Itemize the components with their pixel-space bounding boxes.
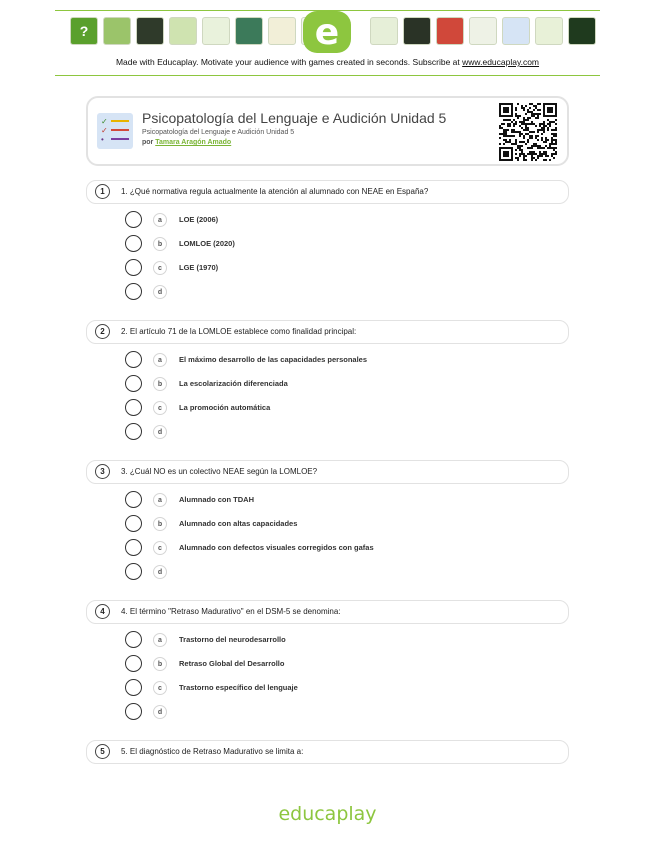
footer-brand-logo: educaplay <box>278 803 377 825</box>
option-letter-badge: c <box>153 541 167 555</box>
question-number-badge: 4 <box>95 604 110 619</box>
option-text: Alumnado con TDAH <box>179 495 254 504</box>
question-text: 3. ¿Cuál NO es un colectivo NEAE según la LOMLOE? <box>121 467 318 476</box>
answer-option[interactable] <box>125 283 545 303</box>
option-letter-badge: d <box>153 285 167 299</box>
dialogue-icon[interactable] <box>169 17 197 45</box>
answer-option[interactable] <box>125 423 545 443</box>
matching-icon[interactable] <box>436 17 464 45</box>
option-text: LGE (1970) <box>179 263 219 272</box>
option-text: La escolarización diferenciada <box>179 379 288 388</box>
answer-radio[interactable] <box>125 703 142 720</box>
option-letter-badge: a <box>153 633 167 647</box>
option-letter-badge: d <box>153 565 167 579</box>
question-number-badge: 5 <box>95 744 110 759</box>
author-link[interactable]: Tamara Aragón Amado <box>155 139 232 146</box>
qr-code-icon <box>499 103 557 161</box>
answer-option[interactable] <box>125 655 545 675</box>
educaplay-logo-icon[interactable]: e <box>303 11 351 53</box>
answer-radio[interactable] <box>125 211 142 228</box>
option-letter-badge: c <box>153 401 167 415</box>
wordsearch-icon[interactable] <box>268 17 296 45</box>
answer-radio[interactable] <box>125 283 142 300</box>
promo-text: Made with Educaplay. Motivate your audience with games created in seconds. Subscribe at <box>115 57 460 67</box>
option-text: Trastorno del neurodesarrollo <box>179 635 286 644</box>
question-header <box>86 180 569 204</box>
question-number-badge: 3 <box>95 464 110 479</box>
question-number-badge: 1 <box>95 184 110 199</box>
banner-bottom-rule <box>55 75 600 76</box>
promo-line <box>0 57 655 67</box>
answer-radio[interactable] <box>125 563 142 580</box>
answer-radio[interactable] <box>125 491 142 508</box>
option-letter-badge: b <box>153 377 167 391</box>
promo-link[interactable]: www.educaplay.com <box>462 57 540 67</box>
answer-option[interactable] <box>125 235 545 255</box>
page-title: Psicopatología del Lenguaje e Audición Unidad 5 <box>142 110 447 126</box>
answer-option[interactable] <box>125 491 545 511</box>
activity-header-card <box>86 96 569 166</box>
answer-option[interactable] <box>125 515 545 535</box>
checklist-icon[interactable] <box>502 17 530 45</box>
answer-radio[interactable] <box>125 655 142 672</box>
question-text: 2. El artículo 71 de la LOMLOE establece como finalidad principal: <box>121 327 357 336</box>
option-letter-badge: a <box>153 353 167 367</box>
page-subtitle: Psicopatología del Lenguaje e Audición Unidad 5 <box>142 129 295 136</box>
answer-option[interactable] <box>125 399 545 419</box>
option-letter-badge: d <box>153 425 167 439</box>
checklist-activity-icon: ✓ ✓ • <box>97 113 133 149</box>
option-text: Alumnado con defectos visuales corregidos con gafas <box>179 543 374 552</box>
answer-radio[interactable] <box>125 515 142 532</box>
circle-icon[interactable] <box>403 17 431 45</box>
option-letter-badge: c <box>153 261 167 275</box>
pencil-icon[interactable] <box>535 17 563 45</box>
answer-option[interactable] <box>125 259 545 279</box>
quiz-icon[interactable]: ? <box>70 17 98 45</box>
answer-radio[interactable] <box>125 351 142 368</box>
answer-radio[interactable] <box>125 679 142 696</box>
frog-icon[interactable] <box>202 17 230 45</box>
option-letter-badge: a <box>153 493 167 507</box>
domino-icon[interactable] <box>136 17 164 45</box>
question-header <box>86 740 569 764</box>
option-text: LOE (2006) <box>179 215 219 224</box>
game-icons-right <box>370 17 596 47</box>
question-text: 5. El diagnóstico de Retraso Madurativo se limita a: <box>121 747 304 756</box>
option-text: Trastorno específico del lenguaje <box>179 683 298 692</box>
answer-radio[interactable] <box>125 423 142 440</box>
option-text: El máximo desarrollo de las capacidades personales <box>179 355 368 364</box>
question-number-badge: 2 <box>95 324 110 339</box>
option-letter-badge: d <box>153 705 167 719</box>
answer-option[interactable] <box>125 375 545 395</box>
author-line <box>142 139 231 146</box>
answer-radio[interactable] <box>125 375 142 392</box>
option-letter-badge: b <box>153 237 167 251</box>
game-icons-left <box>70 17 329 47</box>
answer-radio[interactable] <box>125 235 142 252</box>
answer-radio[interactable] <box>125 259 142 276</box>
author-prefix: por <box>142 139 154 146</box>
answer-option[interactable] <box>125 351 545 371</box>
option-text: LOMLOE (2020) <box>179 239 235 248</box>
answer-option[interactable] <box>125 211 545 231</box>
question-text: 1. ¿Qué normativa regula actualmente la atención al alumnado con NEAE en España? <box>121 187 429 196</box>
question-header <box>86 320 569 344</box>
option-letter-badge: a <box>153 213 167 227</box>
answer-radio[interactable] <box>125 539 142 556</box>
question-header <box>86 460 569 484</box>
video-icon[interactable] <box>568 17 596 45</box>
answer-option[interactable] <box>125 679 545 699</box>
answer-radio[interactable] <box>125 631 142 648</box>
diagram-icon[interactable] <box>370 17 398 45</box>
map-icon[interactable] <box>235 17 263 45</box>
answer-option[interactable] <box>125 631 545 651</box>
option-letter-badge: b <box>153 657 167 671</box>
option-text: La promoción automática <box>179 403 271 412</box>
option-letter-badge: b <box>153 517 167 531</box>
answer-option[interactable] <box>125 703 545 723</box>
dots-icon[interactable] <box>469 17 497 45</box>
answer-radio[interactable] <box>125 399 142 416</box>
answer-option[interactable] <box>125 563 545 583</box>
question-header <box>86 600 569 624</box>
option-text: Retraso Global del Desarrollo <box>179 659 285 668</box>
option-text: Alumnado con altas capacidades <box>179 519 298 528</box>
option-letter-badge: c <box>153 681 167 695</box>
question-text: 4. El término "Retraso Madurativo" en el DSM-5 se denomina: <box>121 607 341 616</box>
crossword-icon[interactable] <box>103 17 131 45</box>
answer-option[interactable] <box>125 539 545 559</box>
